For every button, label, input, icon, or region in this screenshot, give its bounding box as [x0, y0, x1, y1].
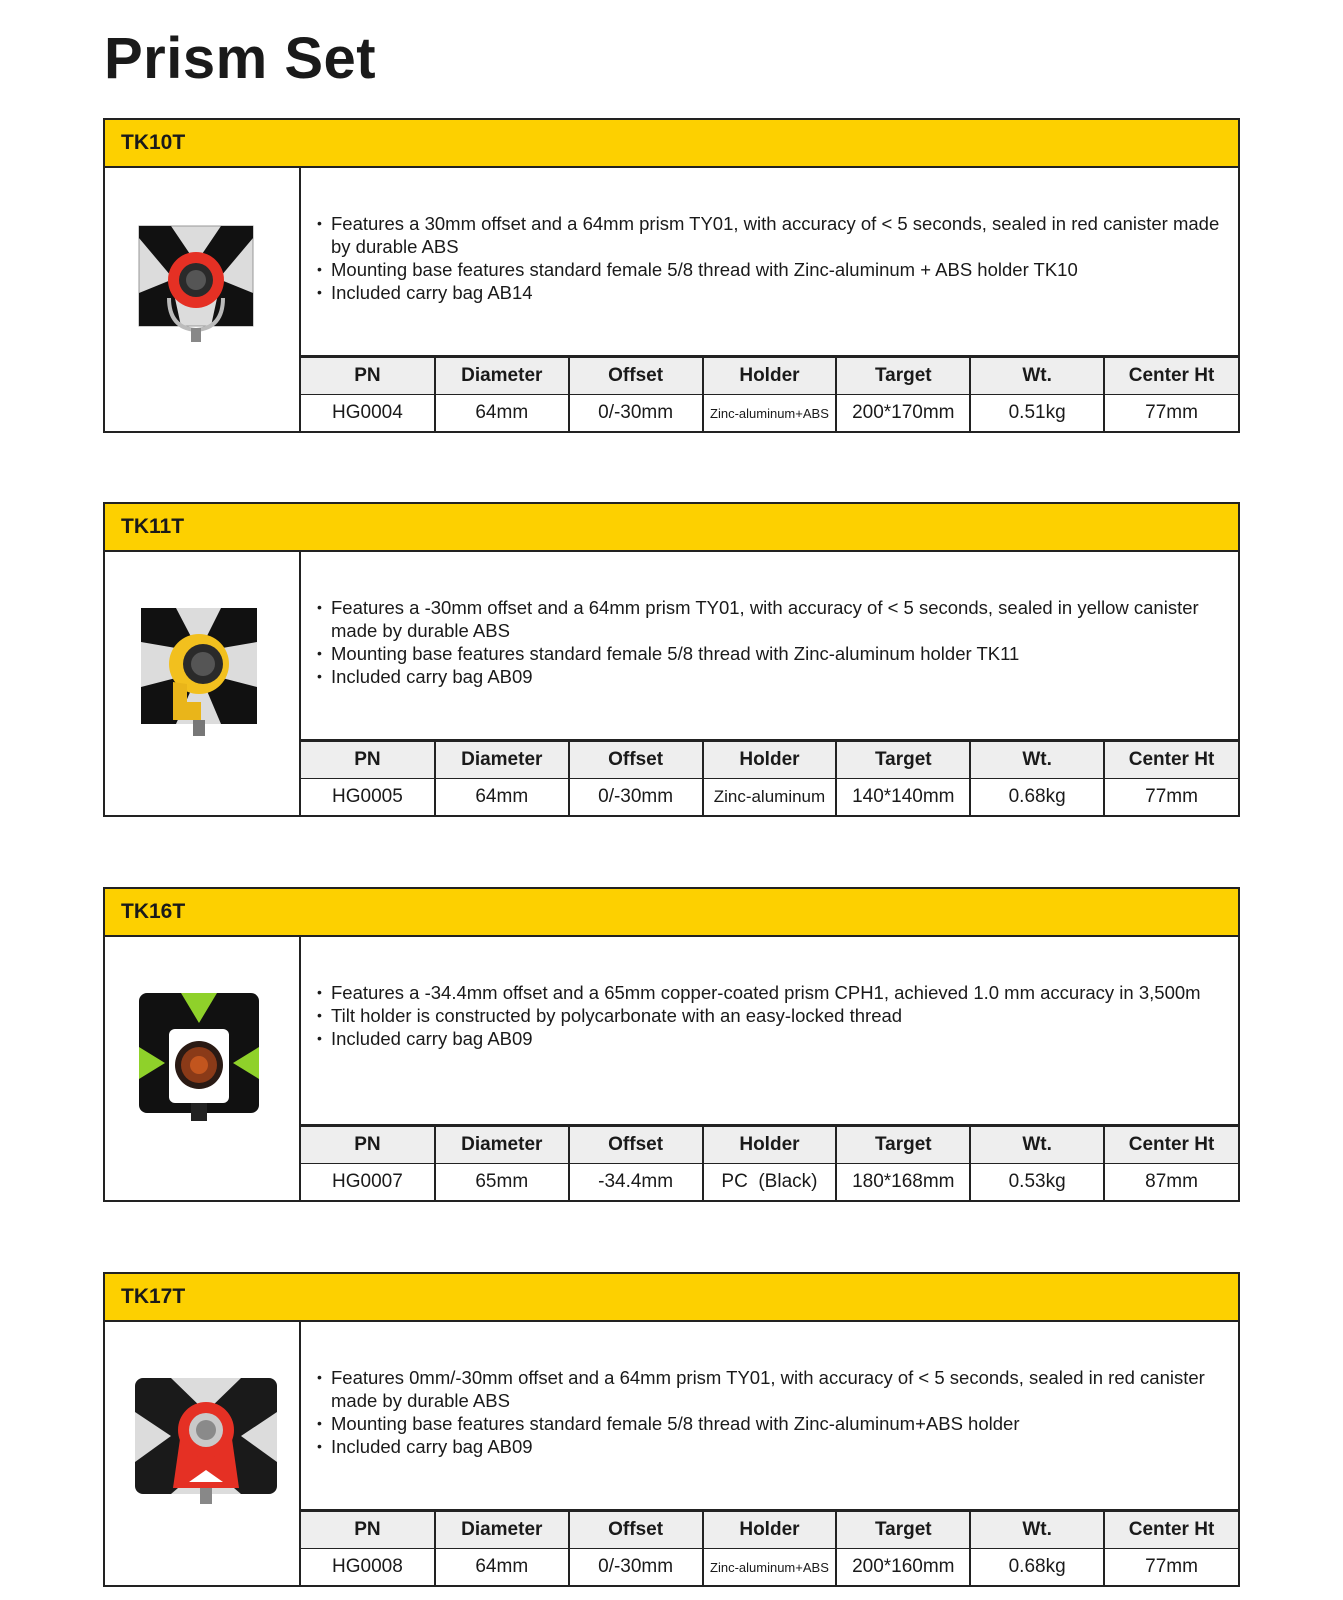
col-header-holder: Holder	[703, 357, 837, 395]
spec-table	[301, 355, 1238, 431]
prism-red-silver-target-icon	[131, 218, 261, 348]
cell-wt: 0.68kg	[970, 1549, 1104, 1586]
cell-center-ht: 87mm	[1145, 1171, 1198, 1192]
col-header-diameter: Diameter	[435, 1126, 569, 1164]
col-header-pn: PN	[301, 1126, 435, 1164]
cell-wt: 0.51kg	[970, 395, 1104, 432]
col-header-diameter: Diameter	[435, 1511, 569, 1549]
feature-item: • Included carry bag AB09	[315, 1027, 1225, 1050]
product-header	[105, 1274, 1238, 1322]
col-header-target: Target	[836, 741, 970, 779]
col-header-center-ht: Center Ht	[1104, 1126, 1238, 1164]
spec-table	[301, 1509, 1238, 1585]
spec-table	[301, 1124, 1238, 1200]
col-header-target: Target	[836, 357, 970, 395]
cell-offset: 0/-30mm	[569, 1549, 703, 1586]
col-header-offset: Offset	[569, 1126, 703, 1164]
cell-wt: 0.53kg	[970, 1164, 1104, 1201]
spec-header-row	[301, 1511, 1238, 1549]
feature-item: • Features a 30mm offset and a 64mm prism TY01, with accuracy of < 5 seconds, sealed in red canister made by durable ABS	[315, 212, 1225, 258]
spec-header-row	[301, 741, 1238, 779]
col-header-offset: Offset	[569, 357, 703, 395]
product-header	[105, 504, 1238, 552]
spec-header-row	[301, 1126, 1238, 1164]
spec-row	[301, 779, 1238, 816]
prism-red-black-target-icon	[131, 1372, 281, 1512]
col-header-center-ht: Center Ht	[1104, 357, 1238, 395]
cell-target: 200*170mm	[836, 395, 970, 432]
page-title: Prism Set	[104, 26, 377, 91]
feature-item: • Included carry bag AB09	[315, 665, 1225, 688]
product-image	[105, 1320, 301, 1585]
cell-holder: Zinc-aluminum+ABS	[703, 1549, 837, 1586]
spec-header-row	[301, 357, 1238, 395]
cell-diameter: 65mm	[435, 1164, 569, 1201]
cell-offset: -34.4mm	[569, 1164, 703, 1201]
col-header-diameter: Diameter	[435, 357, 569, 395]
feature-list	[315, 596, 1225, 688]
product-image	[105, 550, 301, 815]
product-header	[105, 889, 1238, 937]
product-card-tk16t	[103, 887, 1240, 1202]
cell-wt: 0.68kg	[970, 779, 1104, 816]
product-card-tk11t	[103, 502, 1240, 817]
spec-row	[301, 395, 1238, 432]
col-header-target: Target	[836, 1126, 970, 1164]
cell-pn: HG0004	[301, 395, 435, 432]
col-header-wt: Wt.	[970, 741, 1104, 779]
product-name: TK17T	[121, 1285, 186, 1308]
cell-target: 140*140mm	[836, 779, 970, 816]
feature-item: • Included carry bag AB14	[315, 281, 1225, 304]
cell-holder: PC (Black)	[703, 1164, 837, 1201]
cell-offset: 0/-30mm	[569, 395, 703, 432]
col-header-wt: Wt.	[970, 357, 1104, 395]
col-header-offset: Offset	[569, 1511, 703, 1549]
spec-row	[301, 1549, 1238, 1586]
feature-item: • Tilt holder is constructed by polycarbonate with an easy-locked thread	[315, 1004, 1225, 1027]
cell-offset: 0/-30mm	[569, 779, 703, 816]
col-header-wt: Wt.	[970, 1126, 1104, 1164]
prism-black-green-target-icon	[131, 987, 261, 1127]
product-card-tk17t	[103, 1272, 1240, 1587]
spec-row	[301, 1164, 1238, 1201]
col-header-holder: Holder	[703, 1126, 837, 1164]
col-header-pn: PN	[301, 1511, 435, 1549]
product-name: TK11T	[121, 515, 185, 538]
feature-list	[315, 1366, 1225, 1458]
product-header	[105, 120, 1238, 168]
product-name: TK10T	[121, 131, 186, 154]
product-image	[105, 935, 301, 1200]
col-header-holder: Holder	[703, 741, 837, 779]
col-header-target: Target	[836, 1511, 970, 1549]
product-name: TK16T	[121, 900, 186, 923]
cell-pn: HG0005	[301, 779, 435, 816]
cell-target: 180*168mm	[836, 1164, 970, 1201]
cell-center-ht: 77mm	[1145, 786, 1198, 807]
product-image	[105, 166, 301, 431]
cell-pn: HG0008	[301, 1549, 435, 1586]
feature-list	[315, 212, 1225, 304]
col-header-pn: PN	[301, 741, 435, 779]
col-header-center-ht: Center Ht	[1104, 1511, 1238, 1549]
feature-item: • Included carry bag AB09	[315, 1435, 1225, 1458]
feature-item: • Mounting base features standard female 5/8 thread with Zinc-aluminum + ABS holder TK10	[315, 258, 1225, 281]
cell-holder: Zinc-aluminum	[703, 779, 837, 816]
cell-holder: Zinc-aluminum+ABS	[703, 395, 837, 432]
cell-pn: HG0007	[301, 1164, 435, 1201]
feature-item: • Features a -30mm offset and a 64mm prism TY01, with accuracy of < 5 seconds, sealed in yellow canister made by durable ABS	[315, 596, 1225, 642]
spec-table	[301, 739, 1238, 815]
col-header-diameter: Diameter	[435, 741, 569, 779]
product-card-tk10t	[103, 118, 1240, 433]
col-header-offset: Offset	[569, 741, 703, 779]
col-header-holder: Holder	[703, 1511, 837, 1549]
col-header-center-ht: Center Ht	[1104, 741, 1238, 779]
cell-diameter: 64mm	[435, 779, 569, 816]
cell-diameter: 64mm	[435, 395, 569, 432]
feature-list	[315, 981, 1225, 1050]
feature-item: • Mounting base features standard female 5/8 thread with Zinc-aluminum+ABS holder	[315, 1412, 1225, 1435]
cell-center-ht: 77mm	[1145, 402, 1198, 423]
cell-diameter: 64mm	[435, 1549, 569, 1586]
feature-item: • Features 0mm/-30mm offset and a 64mm prism TY01, with accuracy of < 5 seconds, sealed in red canister made by durable ABS	[315, 1366, 1225, 1412]
feature-item: • Mounting base features standard female 5/8 thread with Zinc-aluminum holder TK11	[315, 642, 1225, 665]
cell-target: 200*160mm	[836, 1549, 970, 1586]
col-header-pn: PN	[301, 357, 435, 395]
prism-yellow-silver-target-icon	[131, 602, 261, 742]
col-header-wt: Wt.	[970, 1511, 1104, 1549]
cell-center-ht: 77mm	[1145, 1556, 1198, 1577]
feature-item: • Features a -34.4mm offset and a 65mm copper-coated prism CPH1, achieved 1.0 mm accuracy in 3,500m	[315, 981, 1225, 1004]
